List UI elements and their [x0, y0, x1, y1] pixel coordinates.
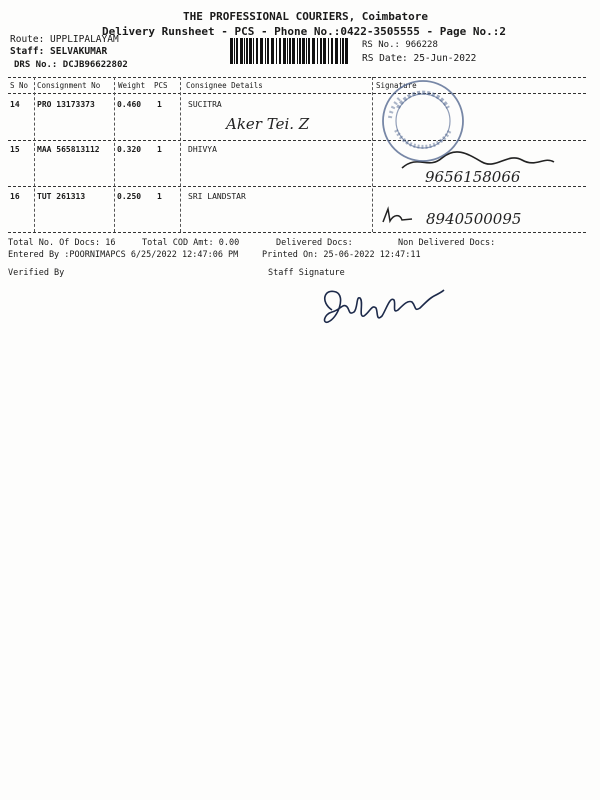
barcode-bar	[340, 38, 341, 64]
barcode-bar	[317, 38, 318, 64]
barcode-bar	[265, 38, 266, 64]
row-weight: 0.320	[117, 145, 142, 154]
col-header-pcs: PCS	[154, 81, 168, 90]
entered-by: Entered By :POORNIMAPCS 6/25/2022 12:47:06 PM	[8, 250, 239, 260]
runsheet-subtitle: Delivery Runsheet - PCS - Phone No.:0422-3505555 - Page No.:2	[102, 25, 506, 38]
row-handwriting: 9656158066	[425, 168, 521, 186]
barcode	[230, 38, 350, 64]
verified-by-label: Verified By	[8, 268, 65, 278]
row-consignee: SRI LANDSTAR	[188, 192, 246, 201]
rs-number: RS No.: 966228	[362, 40, 438, 50]
table-bottom-rule	[8, 232, 586, 233]
row-rule	[8, 186, 586, 187]
row-pcs: 1	[157, 192, 162, 201]
staff-label: Staff: SELVAKUMAR	[10, 46, 108, 57]
route-label: Route: UPPLIPALAYAM	[10, 34, 119, 45]
barcode-bar	[342, 38, 344, 64]
barcode-bar	[260, 38, 263, 64]
col-header-signature: Signature	[376, 81, 417, 90]
barcode-bar	[323, 38, 326, 64]
row-weight: 0.250	[117, 192, 142, 201]
row-pcs: 1	[157, 145, 162, 154]
barcode-bar	[299, 38, 301, 64]
non-delivered-docs: Non Delivered Docs:	[398, 238, 496, 248]
row-consignee: DHIVYA	[188, 145, 217, 154]
row-consignment: TUT 261313	[37, 192, 86, 201]
barcode-bar	[234, 38, 235, 64]
col-header-weight: Weight	[118, 81, 146, 90]
initials-drawing	[380, 206, 414, 226]
barcode-bar	[335, 38, 338, 64]
row-consignment: PRO 13173373	[37, 100, 95, 109]
barcode-bar	[328, 38, 329, 64]
drs-number: DRS No.: DCJB96622802	[14, 60, 128, 70]
barcode-bar	[302, 38, 305, 64]
staff-signature-label: Staff Signature	[268, 268, 345, 278]
barcode-bar	[289, 38, 291, 64]
col-header-consignment: Consignment No	[37, 81, 101, 90]
barcode-bar	[345, 38, 348, 64]
column-rule	[34, 77, 35, 232]
column-rule	[372, 77, 373, 232]
col-header-sno: S No	[10, 81, 29, 90]
barcode-bar	[312, 38, 315, 64]
row-consignee: SUCITRA	[188, 100, 222, 109]
barcode-bar	[240, 38, 243, 64]
column-rule	[180, 77, 181, 232]
barcode-bar	[331, 38, 333, 64]
row-pcs: 1	[157, 100, 162, 109]
total-docs: Total No. Of Docs: 16	[8, 238, 116, 248]
barcode-bar	[256, 38, 258, 64]
printed-on: Printed On: 25-06-2022 12:47:11	[262, 250, 421, 260]
row-sno: 16	[10, 192, 20, 201]
barcode-bar	[246, 38, 248, 64]
barcode-bar	[287, 38, 288, 64]
company-title: THE PROFESSIONAL COURIERS, Coimbatore	[183, 10, 429, 23]
barcode-bar	[292, 38, 295, 64]
barcode-bar	[249, 38, 252, 64]
total-cod: Total COD Amt: 0.00	[142, 238, 240, 248]
barcode-bar	[297, 38, 298, 64]
barcode-bar	[320, 38, 322, 64]
row-sno: 14	[10, 100, 20, 109]
barcode-bar	[236, 38, 238, 64]
row-weight: 0.460	[117, 100, 142, 109]
table-top-rule	[8, 77, 586, 78]
barcode-bar	[253, 38, 254, 64]
barcode-bar	[271, 38, 274, 64]
row-rule	[8, 140, 586, 141]
barcode-bar	[230, 38, 233, 64]
row-handwriting: Aker Tei. Z	[226, 115, 310, 133]
staff-signature-drawing	[318, 282, 448, 332]
row-handwriting: 8940500095	[426, 210, 522, 228]
barcode-bar	[276, 38, 277, 64]
header-bottom-rule	[8, 93, 586, 94]
column-rule	[114, 77, 115, 232]
barcode-bar	[267, 38, 269, 64]
col-header-consignee: Consignee Details	[186, 81, 263, 90]
company-stamp	[380, 78, 466, 164]
row-sno: 15	[10, 145, 20, 154]
barcode-bar	[306, 38, 307, 64]
delivered-docs: Delivered Docs:	[276, 238, 353, 248]
barcode-bar	[279, 38, 281, 64]
rs-date: RS Date: 25-Jun-2022	[362, 53, 477, 64]
barcode-bar	[244, 38, 245, 64]
barcode-bar	[283, 38, 286, 64]
row-consignment: MAA 565813112	[37, 145, 100, 154]
barcode-bar	[308, 38, 310, 64]
